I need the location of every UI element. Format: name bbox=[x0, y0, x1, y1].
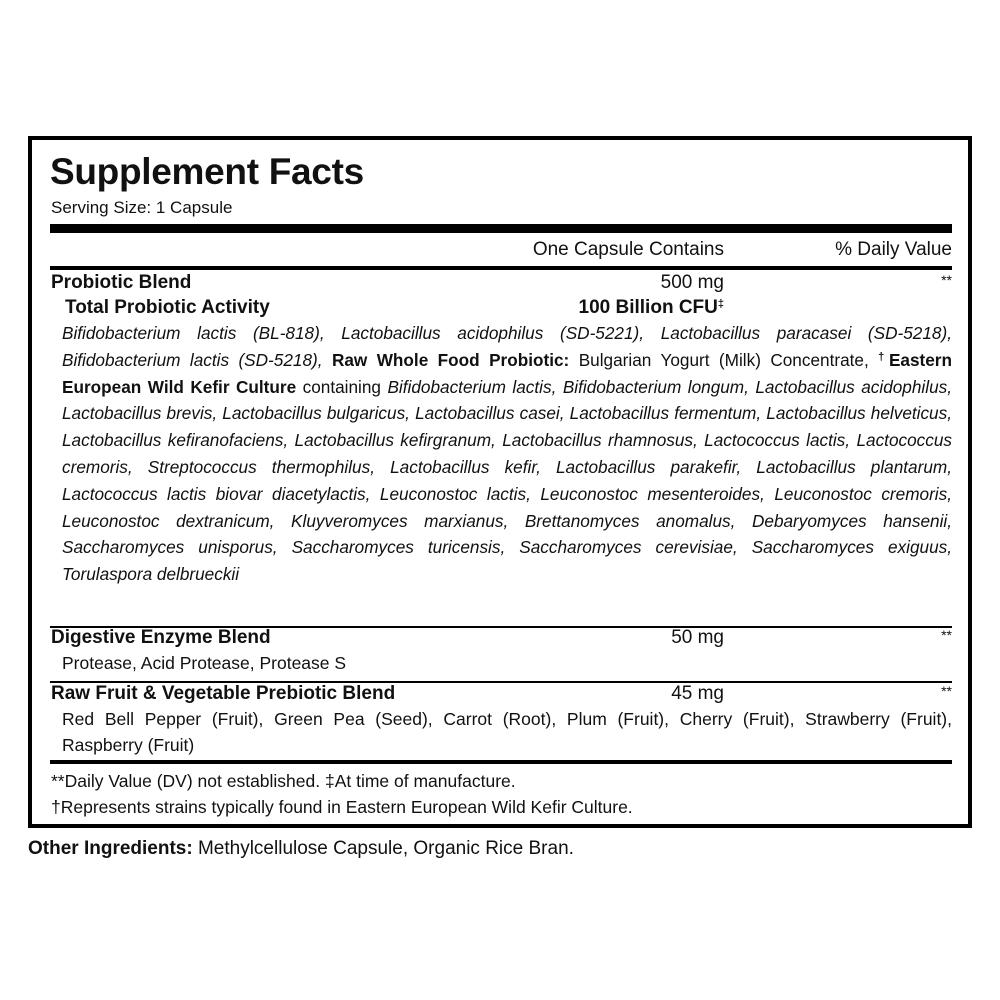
header-divider bbox=[50, 266, 952, 270]
total-probiotic-activity-value bbox=[579, 296, 724, 320]
raw-probiotic-text: Bulgarian Yogurt (Milk) Concentrate, bbox=[578, 349, 869, 370]
enzyme-blend-name: Digestive Enzyme Blend bbox=[51, 627, 271, 648]
activity-mark: ‡ bbox=[717, 298, 724, 310]
serving-size: Serving Size: 1 Capsule bbox=[51, 198, 233, 217]
footnote-kefir: †Represents strains typically found in Eastern European Wild Kefir Culture. bbox=[51, 797, 633, 817]
enzyme-blend-amount: 50 mg bbox=[671, 627, 724, 648]
raw-probiotic-label: Raw Whole Food Probiotic: bbox=[331, 349, 570, 370]
activity-value-text: 100 Billion CFU bbox=[578, 297, 718, 318]
footnote-daily-value: **Daily Value (DV) not established. ‡At time of manufacture. bbox=[51, 771, 516, 791]
thick-divider bbox=[50, 224, 952, 233]
total-probiotic-activity-label: Total Probiotic Activity bbox=[65, 297, 270, 318]
kefir-culture-text: Eastern European Wild Kefir Culture bbox=[62, 349, 952, 397]
probiotic-blend-amount: 500 mg bbox=[660, 272, 724, 293]
probiotic-strain-list bbox=[62, 320, 952, 588]
other-ingredients-label: Other Ingredients: bbox=[28, 838, 193, 859]
probiotic-blend-dv: ** bbox=[941, 272, 952, 288]
containing-word: containing bbox=[302, 376, 381, 397]
other-ingredients-text: Methylcellulose Capsule, Organic Rice Bran. bbox=[197, 838, 574, 859]
panel-content bbox=[50, 140, 952, 824]
supplement-facts-panel bbox=[28, 136, 972, 828]
column-header-daily-value: % Daily Value bbox=[835, 239, 952, 260]
panel-title: Supplement Facts bbox=[50, 151, 364, 192]
other-ingredients bbox=[28, 836, 574, 862]
enzyme-ingredients: Protease, Acid Protease, Protease S bbox=[62, 653, 347, 673]
strain-list-part1: Bifidobacterium lactis (BL-818), Lactobacillus acidophilus (SD-5221), Lactobacillus paracasei (SD-5218), Bifidobacterium lactis (SD-5218), bbox=[62, 323, 952, 370]
column-header-amount: One Capsule Contains bbox=[532, 239, 724, 260]
footnote-divider bbox=[50, 760, 952, 764]
kefir-mark: † bbox=[878, 350, 889, 363]
prebiotic-blend-amount: 45 mg bbox=[671, 683, 724, 704]
probiotic-blend-name: Probiotic Blend bbox=[51, 272, 192, 293]
prebiotic-ingredients: Red Bell Pepper (Fruit), Green Pea (Seed), Carrot (Root), Plum (Fruit), Cherry (Fruit), Strawberry (Fruit), Raspberry (Fruit) bbox=[62, 709, 952, 755]
prebiotic-blend-dv: ** bbox=[941, 683, 952, 699]
strain-list-part2: Bifidobacterium lactis, Bifidobacterium longum, Lactobacillus acidophilus, Lactobacillus brevis, Lactobacillus bulgaricus, Lactobacillus casei, Lactobacillus fermentum, Lactobacillus helveticus, Lactobacillus kefiranofaciens, Lactobacillus kefirgranum, Lactobacillus rhamnosus, Lactococcus lactis, Lactococcus cremoris, Streptococcus thermophilus, Lactobacillus kefir, Lactobacillus parakefir, Lactobacillus plantarum, Lactococcus lactis biovar diacetylactis, Leuconostoc lactis, Leuconostoc mesenteroides, Leuconostoc cremoris, Leuconostoc dextranicum, Kluyveromyces marxianus, Brettanomyces anomalus, Debaryomyces hansenii, Saccharomyces unisporus, Saccharomyces turicensis, Saccharomyces cerevisiae, Saccharomyces exiguus, Torulaspora delbrueckii bbox=[62, 376, 952, 585]
prebiotic-blend-name: Raw Fruit & Vegetable Prebiotic Blend bbox=[51, 683, 396, 704]
enzyme-blend-dv: ** bbox=[941, 627, 952, 643]
